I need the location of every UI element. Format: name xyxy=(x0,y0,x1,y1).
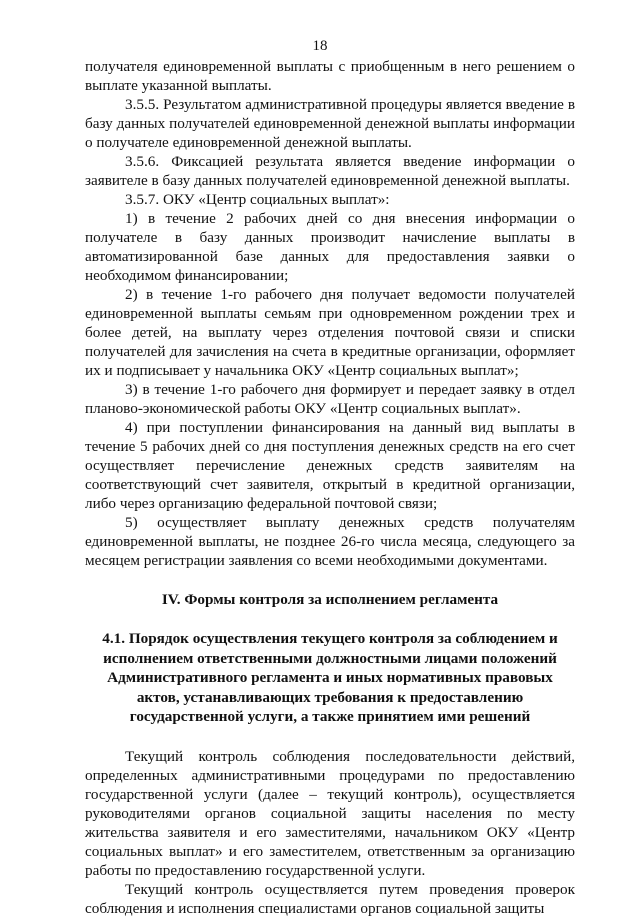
paragraph-3-5-5: 3.5.5. Результатом административной процедуры является введение в базу данных получателей единовременной денежной выплаты информации о получателе единовременной денежной выплаты. xyxy=(85,96,575,151)
list-item-3: 3) в течение 1-го рабочего дня формирует и передает заявку в отдел планово-экономической работы ОКУ «Центр социальных выплат». xyxy=(85,381,575,417)
paragraph-continuation: получателя единовременной выплаты с приобщенным в него решением о выплате указанной выплаты. xyxy=(85,58,575,94)
page-content xyxy=(85,57,575,918)
list-item-5: 5) осуществляет выплату денежных средств получателям единовременной выплаты, не позднее 26-го числа месяца, следующего за месяцем регистрации заявления со всеми необходимыми документами. xyxy=(85,514,575,569)
list-item-2: 2) в течение 1-го рабочего дня получает ведомости получателей единовременной выплаты семьям при одновременном рождении трех и более детей, на выплату через отделения почтовой связи и списки получателей для зачисления на счета в кредитные организации, оформляет их и подписывает у начальника ОКУ «Центр социальных выплат»; xyxy=(85,286,575,379)
page-number: 18 xyxy=(312,38,328,54)
list-item-1: 1) в течение 2 рабочих дней со дня внесения информации о получателе в базу данных производит начисление выплаты в автоматизированной базе данных для предоставления заявки о необходимом финансировании; xyxy=(85,210,575,284)
body-paragraph: Текущий контроль осуществляется путем проведения проверок соблюдения и исполнения специалистами органов социальной защиты xyxy=(85,880,575,917)
paragraph-3-5-6: 3.5.6. Фиксацией результата является введение информации о заявителе в базу данных получателей единовременной денежной выплаты. xyxy=(85,153,575,189)
section-heading: IV. Формы контроля за исполнением регламента xyxy=(161,591,499,608)
list-item-4: 4) при поступлении финансирования на данный вид выплаты в течение 5 рабочих дней со дня поступления денежных средств на его счет осуществляет перечисление денежных средств заявителям на соответствующий счет заявителя, открытый в кредитной организации, либо через организацию федеральной почтовой связи; xyxy=(85,419,575,512)
subsection-heading: 4.1. Порядок осуществления текущего контроля за соблюдением и исполнением ответственными должностными лицами положений Административного регламента и иных нормативных правовых актов, устанавливающих требования к предоставлению государственной услуги, а также принятием ими решений xyxy=(102,630,558,725)
body-paragraph: Текущий контроль соблюдения последовательности действий, определенных административными процедурами по предоставлению государственной услуги (далее – текущий контроль), осуществляется руководителями органов социальной защиты населения по месту жительства заявителя и его заместителями, начальником ОКУ «Центр социальных выплат» и его заместителем, ответственным за организацию работы по предоставлению государственной услуги. xyxy=(85,747,575,879)
paragraph-3-5-7: 3.5.7. ОКУ «Центр социальных выплат»: xyxy=(125,191,390,208)
